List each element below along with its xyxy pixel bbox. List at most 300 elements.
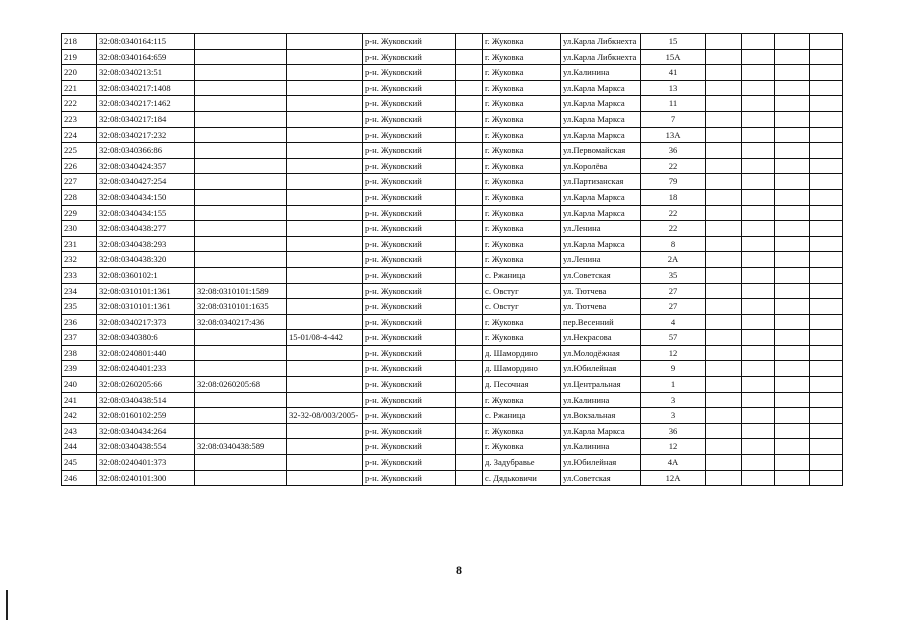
secondary-cadastral-cell xyxy=(195,174,287,190)
secondary-cadastral-cell xyxy=(195,205,287,221)
cadastral-number-cell: 32:08:0340438:293 xyxy=(97,236,195,252)
row-number-cell: 245 xyxy=(62,455,97,471)
empty-cell xyxy=(775,252,810,268)
empty-cell xyxy=(742,49,775,65)
secondary-cadastral-cell: 32:08:0340438:589 xyxy=(195,439,287,455)
registration-number-cell xyxy=(287,267,363,283)
cadastral-number-cell: 32:08:0240401:373 xyxy=(97,455,195,471)
empty-cell xyxy=(742,330,775,346)
row-number-cell: 237 xyxy=(62,330,97,346)
cadastral-number-cell: 32:08:0340434:264 xyxy=(97,423,195,439)
empty-cell xyxy=(456,470,483,486)
street-cell: ул.Юбилейная xyxy=(561,361,641,377)
empty-cell xyxy=(456,205,483,221)
settlement-cell: г. Жуковка xyxy=(483,252,561,268)
district-cell: р-н. Жуковский xyxy=(363,283,456,299)
table-row xyxy=(62,96,843,112)
row-number-cell: 226 xyxy=(62,158,97,174)
table-row xyxy=(62,408,843,424)
cadastral-number-cell: 32:08:0340424:357 xyxy=(97,158,195,174)
empty-cell xyxy=(456,252,483,268)
registration-number-cell xyxy=(287,158,363,174)
table-row xyxy=(62,127,843,143)
empty-cell xyxy=(706,392,742,408)
empty-cell xyxy=(742,252,775,268)
registration-number-cell xyxy=(287,174,363,190)
house-number-cell: 41 xyxy=(641,65,706,81)
empty-cell xyxy=(456,283,483,299)
empty-cell xyxy=(456,174,483,190)
row-number-cell: 234 xyxy=(62,283,97,299)
district-cell: р-н. Жуковский xyxy=(363,377,456,393)
secondary-cadastral-cell xyxy=(195,221,287,237)
row-number-cell: 239 xyxy=(62,361,97,377)
empty-cell xyxy=(775,189,810,205)
empty-cell xyxy=(742,96,775,112)
house-number-cell: 12 xyxy=(641,439,706,455)
registration-number-cell xyxy=(287,205,363,221)
district-cell: р-н. Жуковский xyxy=(363,221,456,237)
cadastral-number-cell: 32:08:0310101:1361 xyxy=(97,283,195,299)
cadastral-number-cell: 32:08:0340366:86 xyxy=(97,143,195,159)
empty-cell xyxy=(775,470,810,486)
row-number-cell: 222 xyxy=(62,96,97,112)
empty-cell xyxy=(775,158,810,174)
settlement-cell: г. Жуковка xyxy=(483,65,561,81)
empty-cell xyxy=(742,377,775,393)
table-row xyxy=(62,143,843,159)
empty-cell xyxy=(456,96,483,112)
registration-number-cell xyxy=(287,80,363,96)
district-cell: р-н. Жуковский xyxy=(363,423,456,439)
district-cell: р-н. Жуковский xyxy=(363,236,456,252)
empty-cell xyxy=(775,236,810,252)
row-number-cell: 238 xyxy=(62,345,97,361)
street-cell: ул.Калинина xyxy=(561,65,641,81)
district-cell: р-н. Жуковский xyxy=(363,267,456,283)
registration-number-cell xyxy=(287,392,363,408)
house-number-cell: 9 xyxy=(641,361,706,377)
empty-cell xyxy=(775,455,810,471)
settlement-cell: г. Жуковка xyxy=(483,158,561,174)
house-number-cell: 27 xyxy=(641,299,706,315)
row-number-cell: 242 xyxy=(62,408,97,424)
empty-cell xyxy=(706,80,742,96)
empty-cell xyxy=(810,330,843,346)
empty-cell xyxy=(706,283,742,299)
house-number-cell: 11 xyxy=(641,96,706,112)
empty-cell xyxy=(456,267,483,283)
table-row xyxy=(62,221,843,237)
cadastral-number-cell: 32:08:0340217:373 xyxy=(97,314,195,330)
secondary-cadastral-cell xyxy=(195,392,287,408)
house-number-cell: 22 xyxy=(641,158,706,174)
empty-cell xyxy=(456,377,483,393)
empty-cell xyxy=(775,345,810,361)
registration-number-cell xyxy=(287,34,363,50)
cadastral-number-cell: 32:08:0310101:1361 xyxy=(97,299,195,315)
district-cell: р-н. Жуковский xyxy=(363,470,456,486)
empty-cell xyxy=(706,174,742,190)
registration-number-cell xyxy=(287,221,363,237)
empty-cell xyxy=(775,377,810,393)
empty-cell xyxy=(456,330,483,346)
table-row xyxy=(62,330,843,346)
empty-cell xyxy=(775,330,810,346)
empty-cell xyxy=(456,299,483,315)
empty-cell xyxy=(810,96,843,112)
empty-cell xyxy=(706,361,742,377)
house-number-cell: 4А xyxy=(641,455,706,471)
empty-cell xyxy=(742,158,775,174)
settlement-cell: г. Жуковка xyxy=(483,189,561,205)
empty-cell xyxy=(810,423,843,439)
empty-cell xyxy=(810,205,843,221)
row-number-cell: 243 xyxy=(62,423,97,439)
district-cell: р-н. Жуковский xyxy=(363,65,456,81)
cadastral-number-cell: 32:08:0340217:184 xyxy=(97,111,195,127)
empty-cell xyxy=(742,455,775,471)
table-row xyxy=(62,361,843,377)
house-number-cell: 2А xyxy=(641,252,706,268)
settlement-cell: г. Жуковка xyxy=(483,205,561,221)
empty-cell xyxy=(810,65,843,81)
registration-number-cell xyxy=(287,252,363,268)
house-number-cell: 3 xyxy=(641,408,706,424)
district-cell: р-н. Жуковский xyxy=(363,392,456,408)
empty-cell xyxy=(742,408,775,424)
settlement-cell: с. Ржаница xyxy=(483,408,561,424)
empty-cell xyxy=(742,221,775,237)
settlement-cell: г. Жуковка xyxy=(483,49,561,65)
registration-number-cell xyxy=(287,189,363,205)
empty-cell xyxy=(706,236,742,252)
secondary-cadastral-cell xyxy=(195,345,287,361)
empty-cell xyxy=(775,423,810,439)
empty-cell xyxy=(810,111,843,127)
house-number-cell: 8 xyxy=(641,236,706,252)
row-number-cell: 225 xyxy=(62,143,97,159)
empty-cell xyxy=(742,345,775,361)
empty-cell xyxy=(742,143,775,159)
row-number-cell: 230 xyxy=(62,221,97,237)
empty-cell xyxy=(456,455,483,471)
registration-number-cell xyxy=(287,127,363,143)
empty-cell xyxy=(742,111,775,127)
house-number-cell: 35 xyxy=(641,267,706,283)
house-number-cell: 57 xyxy=(641,330,706,346)
settlement-cell: с. Овстуг xyxy=(483,283,561,299)
street-cell: ул.Калинина xyxy=(561,439,641,455)
empty-cell xyxy=(706,111,742,127)
cadastral-number-cell: 32:08:0340164:115 xyxy=(97,34,195,50)
registration-number-cell xyxy=(287,361,363,377)
street-cell: ул.Юбилейная xyxy=(561,455,641,471)
registration-number-cell xyxy=(287,470,363,486)
house-number-cell: 36 xyxy=(641,423,706,439)
street-cell: ул.Ленина xyxy=(561,221,641,237)
empty-cell xyxy=(456,80,483,96)
street-cell: ул.Центральная xyxy=(561,377,641,393)
row-number-cell: 246 xyxy=(62,470,97,486)
empty-cell xyxy=(706,439,742,455)
street-cell: ул.Карла Маркса xyxy=(561,80,641,96)
settlement-cell: г. Жуковка xyxy=(483,423,561,439)
secondary-cadastral-cell xyxy=(195,455,287,471)
empty-cell xyxy=(810,267,843,283)
empty-cell xyxy=(742,361,775,377)
street-cell: ул.Карла Маркса xyxy=(561,236,641,252)
settlement-cell: г. Жуковка xyxy=(483,439,561,455)
district-cell: р-н. Жуковский xyxy=(363,111,456,127)
empty-cell xyxy=(706,34,742,50)
row-number-cell: 227 xyxy=(62,174,97,190)
district-cell: р-н. Жуковский xyxy=(363,330,456,346)
empty-cell xyxy=(775,205,810,221)
table-row xyxy=(62,299,843,315)
table-row xyxy=(62,111,843,127)
secondary-cadastral-cell: 32:08:0260205:68 xyxy=(195,377,287,393)
cadastral-number-cell: 32:08:0340438:320 xyxy=(97,252,195,268)
street-cell: ул. Тютчева xyxy=(561,283,641,299)
table-row xyxy=(62,314,843,330)
empty-cell xyxy=(775,34,810,50)
street-cell: ул.Карла Маркса xyxy=(561,423,641,439)
house-number-cell: 13 xyxy=(641,80,706,96)
empty-cell xyxy=(456,236,483,252)
empty-cell xyxy=(742,65,775,81)
house-number-cell: 3 xyxy=(641,392,706,408)
empty-cell xyxy=(810,283,843,299)
empty-cell xyxy=(742,189,775,205)
table-row xyxy=(62,80,843,96)
empty-cell xyxy=(706,345,742,361)
house-number-cell: 4 xyxy=(641,314,706,330)
settlement-cell: с. Овстуг xyxy=(483,299,561,315)
registration-number-cell xyxy=(287,96,363,112)
secondary-cadastral-cell xyxy=(195,127,287,143)
district-cell: р-н. Жуковский xyxy=(363,252,456,268)
district-cell: р-н. Жуковский xyxy=(363,189,456,205)
cadastral-number-cell: 32:08:0340438:277 xyxy=(97,221,195,237)
empty-cell xyxy=(810,174,843,190)
empty-cell xyxy=(742,392,775,408)
table-row xyxy=(62,49,843,65)
secondary-cadastral-cell xyxy=(195,408,287,424)
empty-cell xyxy=(706,143,742,159)
row-number-cell: 236 xyxy=(62,314,97,330)
district-cell: р-н. Жуковский xyxy=(363,49,456,65)
street-cell: ул.Ленина xyxy=(561,252,641,268)
empty-cell xyxy=(456,221,483,237)
row-number-cell: 235 xyxy=(62,299,97,315)
table-row xyxy=(62,189,843,205)
empty-cell xyxy=(810,392,843,408)
empty-cell xyxy=(456,439,483,455)
empty-cell xyxy=(456,143,483,159)
row-number-cell: 244 xyxy=(62,439,97,455)
table-row xyxy=(62,439,843,455)
table-row xyxy=(62,65,843,81)
empty-cell xyxy=(775,49,810,65)
house-number-cell: 22 xyxy=(641,205,706,221)
registration-number-cell: 32-32-08/003/2005- xyxy=(287,408,363,424)
house-number-cell: 15А xyxy=(641,49,706,65)
secondary-cadastral-cell xyxy=(195,143,287,159)
cadastral-number-cell: 32:08:0340438:554 xyxy=(97,439,195,455)
secondary-cadastral-cell xyxy=(195,252,287,268)
empty-cell xyxy=(706,65,742,81)
empty-cell xyxy=(706,470,742,486)
registration-number-cell xyxy=(287,455,363,471)
cadastral-number-cell: 32:08:0260205:66 xyxy=(97,377,195,393)
empty-cell xyxy=(742,314,775,330)
street-cell: ул.Некрасова xyxy=(561,330,641,346)
settlement-cell: д. Песочная xyxy=(483,377,561,393)
empty-cell xyxy=(706,158,742,174)
street-cell: ул.Карла Либкнехта xyxy=(561,49,641,65)
street-cell: ул.Королёва xyxy=(561,158,641,174)
secondary-cadastral-cell xyxy=(195,267,287,283)
district-cell: р-н. Жуковский xyxy=(363,439,456,455)
empty-cell xyxy=(810,455,843,471)
secondary-cadastral-cell xyxy=(195,470,287,486)
cadastral-number-cell: 32:08:0360102:1 xyxy=(97,267,195,283)
empty-cell xyxy=(810,408,843,424)
settlement-cell: г. Жуковка xyxy=(483,143,561,159)
secondary-cadastral-cell xyxy=(195,80,287,96)
district-cell: р-н. Жуковский xyxy=(363,205,456,221)
registration-number-cell xyxy=(287,65,363,81)
property-registry-table xyxy=(61,33,843,486)
empty-cell xyxy=(810,377,843,393)
registration-number-cell xyxy=(287,283,363,299)
cadastral-number-cell: 32:08:0340164:659 xyxy=(97,49,195,65)
secondary-cadastral-cell xyxy=(195,96,287,112)
empty-cell xyxy=(706,314,742,330)
empty-cell xyxy=(810,143,843,159)
secondary-cadastral-cell xyxy=(195,34,287,50)
empty-cell xyxy=(706,423,742,439)
settlement-cell: г. Жуковка xyxy=(483,236,561,252)
settlement-cell: д. Шамордино xyxy=(483,361,561,377)
registration-number-cell xyxy=(287,423,363,439)
street-cell: ул.Карла Маркса xyxy=(561,189,641,205)
street-cell: пер.Весенний xyxy=(561,314,641,330)
registration-number-cell xyxy=(287,299,363,315)
secondary-cadastral-cell xyxy=(195,423,287,439)
secondary-cadastral-cell xyxy=(195,361,287,377)
empty-cell xyxy=(456,111,483,127)
cadastral-number-cell: 32:08:0340380:6 xyxy=(97,330,195,346)
empty-cell xyxy=(706,189,742,205)
empty-cell xyxy=(810,127,843,143)
house-number-cell: 18 xyxy=(641,189,706,205)
house-number-cell: 12 xyxy=(641,345,706,361)
empty-cell xyxy=(706,96,742,112)
district-cell: р-н. Жуковский xyxy=(363,174,456,190)
secondary-cadastral-cell xyxy=(195,158,287,174)
district-cell: р-н. Жуковский xyxy=(363,455,456,471)
district-cell: р-н. Жуковский xyxy=(363,34,456,50)
table-row xyxy=(62,236,843,252)
house-number-cell: 15 xyxy=(641,34,706,50)
house-number-cell: 22 xyxy=(641,221,706,237)
empty-cell xyxy=(810,80,843,96)
empty-cell xyxy=(775,408,810,424)
empty-cell xyxy=(456,189,483,205)
registration-number-cell: 15-01/08-4-442 xyxy=(287,330,363,346)
empty-cell xyxy=(742,80,775,96)
house-number-cell: 7 xyxy=(641,111,706,127)
street-cell: ул.Карла Маркса xyxy=(561,96,641,112)
empty-cell xyxy=(456,65,483,81)
table-body xyxy=(62,34,843,486)
table-row xyxy=(62,392,843,408)
secondary-cadastral-cell: 32:08:0310101:1635 xyxy=(195,299,287,315)
settlement-cell: г. Жуковка xyxy=(483,111,561,127)
street-cell: ул.Советская xyxy=(561,267,641,283)
secondary-cadastral-cell xyxy=(195,330,287,346)
cadastral-number-cell: 32:08:0340217:1408 xyxy=(97,80,195,96)
empty-cell xyxy=(742,470,775,486)
settlement-cell: с. Дядьковичи xyxy=(483,470,561,486)
empty-cell xyxy=(810,439,843,455)
secondary-cadastral-cell xyxy=(195,65,287,81)
row-number-cell: 220 xyxy=(62,65,97,81)
empty-cell xyxy=(742,299,775,315)
scan-edge-line xyxy=(6,590,8,620)
street-cell: ул. Тютчева xyxy=(561,299,641,315)
row-number-cell: 228 xyxy=(62,189,97,205)
empty-cell xyxy=(706,221,742,237)
row-number-cell: 218 xyxy=(62,34,97,50)
empty-cell xyxy=(775,267,810,283)
settlement-cell: г. Жуковка xyxy=(483,392,561,408)
settlement-cell: д. Шамордино xyxy=(483,345,561,361)
district-cell: р-н. Жуковский xyxy=(363,158,456,174)
table-row xyxy=(62,455,843,471)
secondary-cadastral-cell: 32:08:0310101:1589 xyxy=(195,283,287,299)
table-row xyxy=(62,283,843,299)
empty-cell xyxy=(775,80,810,96)
empty-cell xyxy=(775,392,810,408)
cadastral-number-cell: 32:08:0340427:254 xyxy=(97,174,195,190)
district-cell: р-н. Жуковский xyxy=(363,361,456,377)
house-number-cell: 13А xyxy=(641,127,706,143)
empty-cell xyxy=(810,252,843,268)
registration-number-cell xyxy=(287,111,363,127)
settlement-cell: г. Жуковка xyxy=(483,174,561,190)
empty-cell xyxy=(742,174,775,190)
empty-cell xyxy=(810,189,843,205)
street-cell: ул.Партизанская xyxy=(561,174,641,190)
empty-cell xyxy=(706,252,742,268)
empty-cell xyxy=(456,158,483,174)
empty-cell xyxy=(810,314,843,330)
settlement-cell: с. Ржаница xyxy=(483,267,561,283)
empty-cell xyxy=(706,377,742,393)
empty-cell xyxy=(775,96,810,112)
settlement-cell: г. Жуковка xyxy=(483,221,561,237)
empty-cell xyxy=(456,49,483,65)
cadastral-number-cell: 32:08:0340217:1462 xyxy=(97,96,195,112)
empty-cell xyxy=(456,314,483,330)
empty-cell xyxy=(706,330,742,346)
cadastral-number-cell: 32:08:0340217:232 xyxy=(97,127,195,143)
empty-cell xyxy=(775,283,810,299)
empty-cell xyxy=(706,267,742,283)
